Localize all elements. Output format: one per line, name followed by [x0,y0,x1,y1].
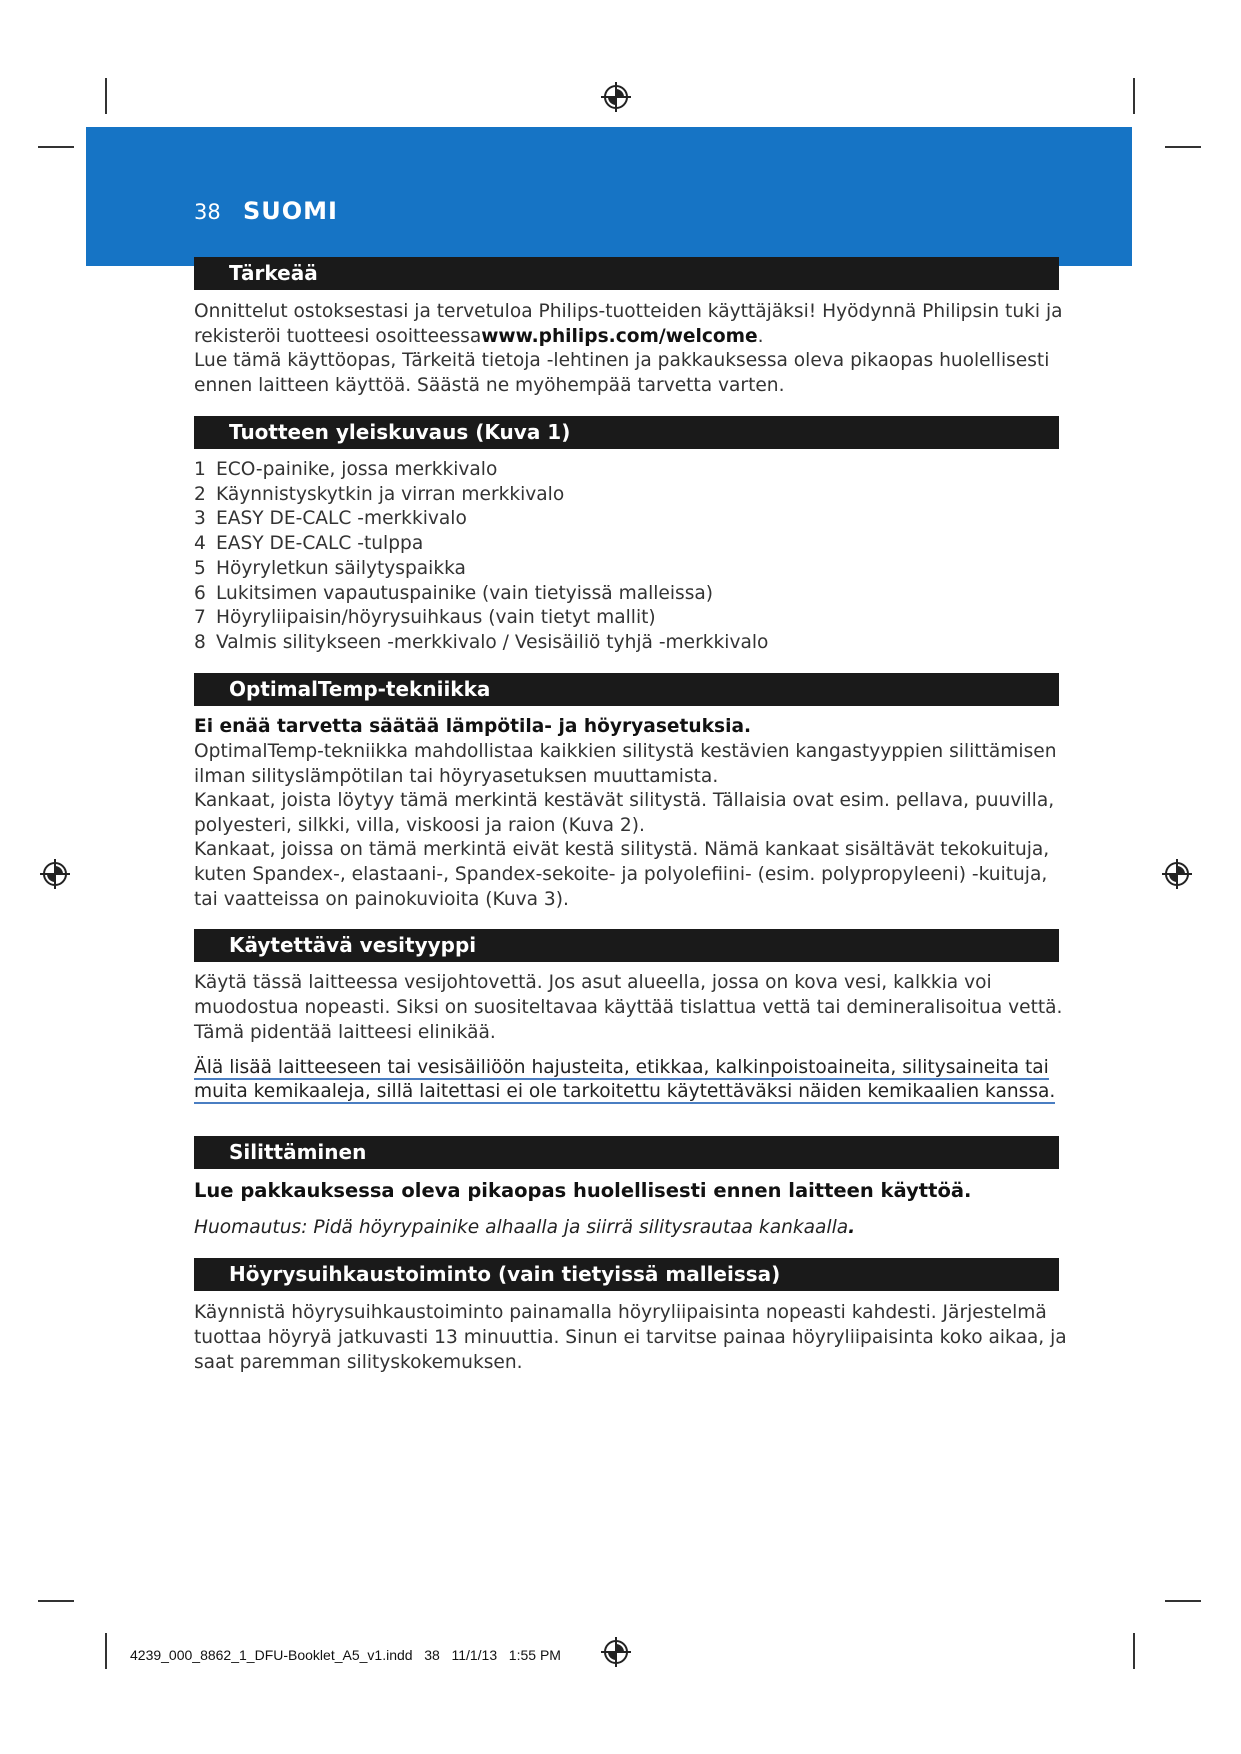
item-text: Höyryliipaisin/höyrysuihkaus (vain tietyt mallit) [216,607,656,629]
shot-paragraph: Käynnistä höyrysuihkaustoiminto painamalla höyryliipaisinta nopeasti kahdesti. Järjestelmä tuottaa höyryä jatkuvasti 13 minuuttia. Sinun ei tarvitse painaa höyryliipaisinta koko aikaa, ja saat paremman silityskokemuksen. [194,1302,1067,1373]
list-item [194,458,768,483]
file-info-slug: 4239_000_8862_1_DFU-Booklet_A5_v1.indd 38 11/1/13 1:55 PM [130,1647,561,1663]
crop-mark [1133,78,1135,114]
note-text: Huomautus: Pidä höyrypainike alhaalla ja siirrä silitysrautaa kankaalla [194,1217,849,1238]
section-heading-important: Tärkeää [194,257,1059,290]
item-text: Valmis silitykseen -merkkivalo / Vesisäiliö tyhjä -merkkivalo [216,631,769,653]
item-number: 4 [194,533,206,555]
item-number: 1 [194,459,206,480]
list-item [194,582,768,607]
registration-mark-icon [601,82,631,112]
item-text: Käynnistyskytkin ja virran merkkivalo [216,483,565,505]
crop-mark [38,146,74,148]
registration-mark-icon [1162,859,1192,889]
optimaltemp-lead: Ei enää tarvetta säätää lämpötila- ja höyryasetuksia. [194,716,752,737]
period: . [757,326,764,347]
item-number: 8 [194,631,206,653]
welcome-link[interactable]: www.philips.com/welcome [481,326,758,347]
important-paragraph-2: Lue tämä käyttöopas, Tärkeitä tietoja -lehtinen ja pakkauksessa oleva pikaopas huolellisesti ennen laitteen käyttöä. Säästä ne myöhempää tarvetta varten. [194,350,1050,396]
item-number: 2 [194,483,206,505]
item-text: EASY DE-CALC -tulppa [216,533,424,555]
crop-mark [105,78,107,114]
list-item [194,483,768,508]
item-text: Lukitsimen vapautuspainike (vain tietyissä malleissa) [216,582,714,604]
section-heading-water: Käytettävä vesityyppi [194,929,1059,962]
optimaltemp-paragraph-2: Kankaat, joista löytyy tämä merkintä kestävät silitystä. Tällaisia ovat esim. pellava, puuvilla, polyesteri, silkki, villa, viskoosi ja raion (Kuva 2). [194,790,1055,836]
list-item [194,606,768,631]
list-item [194,557,768,582]
optimaltemp-paragraph-1: OptimalTemp-tekniikka mahdollistaa kaikkien silitystä kestävien kangastyyppien silittämisen ilman silityslämpötilan tai höyryasetuksen muuttamista. [194,741,1057,787]
item-number: 6 [194,582,206,604]
water-paragraph: Käytä tässä laitteessa vesijohtovettä. Jos asut alueella, jossa on kova vesi, kalkkia voi muodostua nopeasti. Siksi on suositeltavaa käyttää tislattua vettä tai demineralisoitua vettä. Tämä pidentää laitteesi elinikää. [194,972,1063,1043]
item-text: ECO-painike, jossa merkkivalo [216,459,498,480]
section-heading-optimaltemp: OptimalTemp-tekniikka [194,673,1059,706]
warning-text: Älä lisää laitteeseen tai vesisäiliöön hajusteita, etikkaa, kalkinpoistoaineita, silitysaineita tai muita kemikaaleja, sillä laitettasi ei ole tarkoitettu käytettäväksi näiden kemikaalien kanssa. [194,1057,1056,1102]
crop-mark [1133,1633,1135,1669]
crop-mark [38,1600,74,1602]
important-text: Onnittelut ostoksestasi ja tervetuloa Philips-tuotteiden käyttäjäksi! Hyödynnä Philipsin tuki ja rekisteröi tuotteesi osoitteessa [194,301,1063,347]
important-paragraph-1 [194,299,1074,349]
note-period: . [848,1217,856,1238]
registration-mark-icon [601,1637,631,1667]
language-title: SUOMI [243,197,338,225]
page-number: 38 [194,200,221,224]
crop-mark [1165,146,1201,148]
ironing-note [194,1215,1074,1240]
item-text: EASY DE-CALC -merkkivalo [216,508,467,530]
item-text: Höyryletkun säilytyspaikka [216,557,466,579]
water-warning [194,1056,1074,1104]
list-item [194,631,768,656]
section-heading-ironing: Silittäminen [194,1136,1059,1169]
crop-mark [105,1633,107,1669]
item-number: 7 [194,607,206,629]
item-number: 5 [194,557,206,579]
list-item [194,507,768,532]
section-heading-shot: Höyrysuihkaustoiminto (vain tietyissä malleissa) [194,1258,1059,1291]
product-overview-list [194,458,768,656]
ironing-lead: Lue pakkauksessa oleva pikaopas huolellisesti ennen laitteen käyttöä. [194,1179,972,1202]
section-heading-overview: Tuotteen yleiskuvaus (Kuva 1) [194,416,1059,449]
optimaltemp-paragraph-3: Kankaat, joissa on tämä merkintä eivät kestä silitystä. Nämä kankaat sisältävät tekokuituja, kuten Spandex-, elastaani-, Spandex-sekoite- ja polyolefiini- (esim. polypropyleeni) -kuituja, tai vaatteissa on painokuvioita (Kuva 3). [194,839,1050,910]
registration-mark-icon [40,859,70,889]
crop-mark [1165,1600,1201,1602]
list-item [194,532,768,557]
item-number: 3 [194,508,206,530]
